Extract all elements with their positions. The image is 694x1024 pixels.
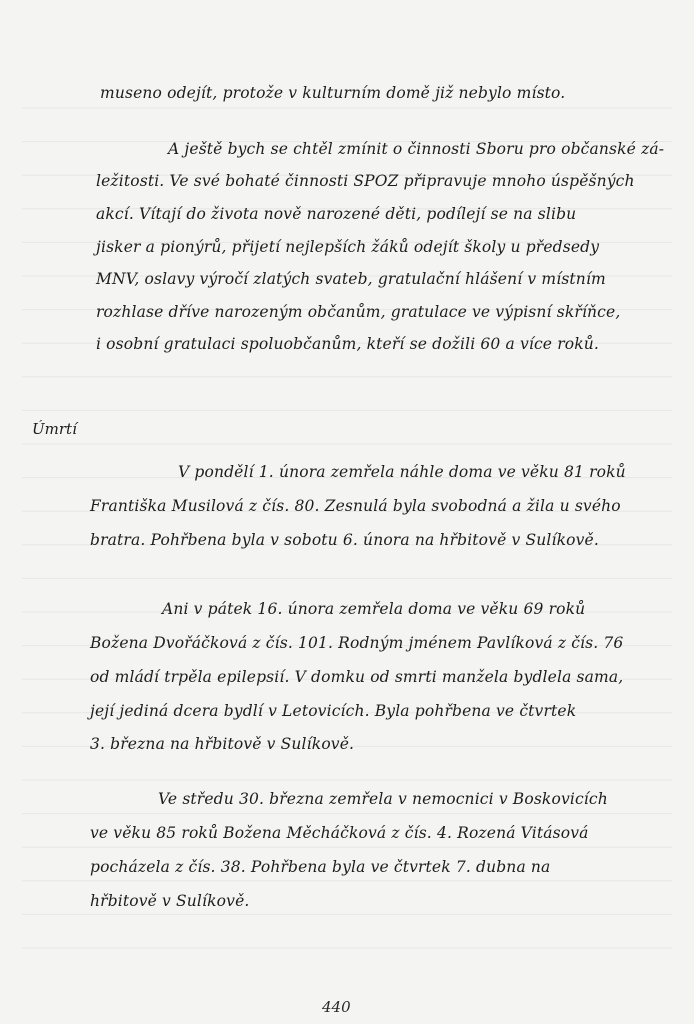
text-line: Božena Dvořáčková z čís. 101. Rodným jménem Pavlíková z čís. 76	[90, 634, 624, 652]
text-line: hřbitově v Sulíkově.	[90, 892, 250, 910]
text-line: Ani v pátek 16. února zemřela doma ve věku 69 roků	[162, 600, 586, 618]
text-line: museno odejít, protože v kulturním domě již nebylo místo.	[100, 84, 566, 102]
text-line: bratra. Pohřbena byla v sobotu 6. února na hřbitově v Sulíkově.	[90, 531, 599, 549]
text-line: od mládí trpěla epilepsií. V domku od smrti manžela bydlela sama,	[90, 668, 624, 686]
text-line: 3. března na hřbitově v Sulíkově.	[90, 735, 355, 753]
margin-note: Úmrtí	[32, 420, 77, 438]
text-line: ve věku 85 roků Božena Měcháčková z čís. 4. Rozená Vitásová	[90, 824, 589, 842]
text-line: Ve středu 30. března zemřela v nemocnici v Boskovicích	[158, 790, 608, 808]
text-line: jisker a pionýrů, přijetí nejlepších žáků odejít školy u předsedy	[96, 238, 600, 256]
text-line: pocházela z čís. 38. Pohřbena byla ve čtvrtek 7. dubna na	[90, 858, 551, 876]
text-line: MNV, oslavy výročí zlatých svateb, gratulační hlášení v místním	[96, 270, 606, 288]
text-line: Františka Musilová z čís. 80. Zesnulá byla svobodná a žila u svého	[90, 497, 621, 515]
text-line: akcí. Vítají do života nově narozené děti, podílejí se na slibu	[96, 205, 577, 223]
text-line: její jediná dcera bydlí v Letovicích. Byla pohřbena ve čtvrtek	[90, 702, 577, 720]
page-number: 440	[322, 998, 351, 1016]
text-line: rozhlase dříve narozeným občanům, gratulace ve výpisní skříňce,	[96, 303, 621, 321]
text-line: i osobní gratulaci spoluobčanům, kteří se dožili 60 a více roků.	[96, 335, 599, 353]
text-line: A ještě bych se chtěl zmínit o činnosti Sboru pro občanské zá-	[168, 140, 665, 158]
text-line: V pondělí 1. února zemřela náhle doma ve věku 81 roků	[178, 463, 626, 481]
text-line: ležitosti. Ve své bohaté činnosti SPOZ připravuje mnoho úspěšných	[96, 172, 635, 190]
